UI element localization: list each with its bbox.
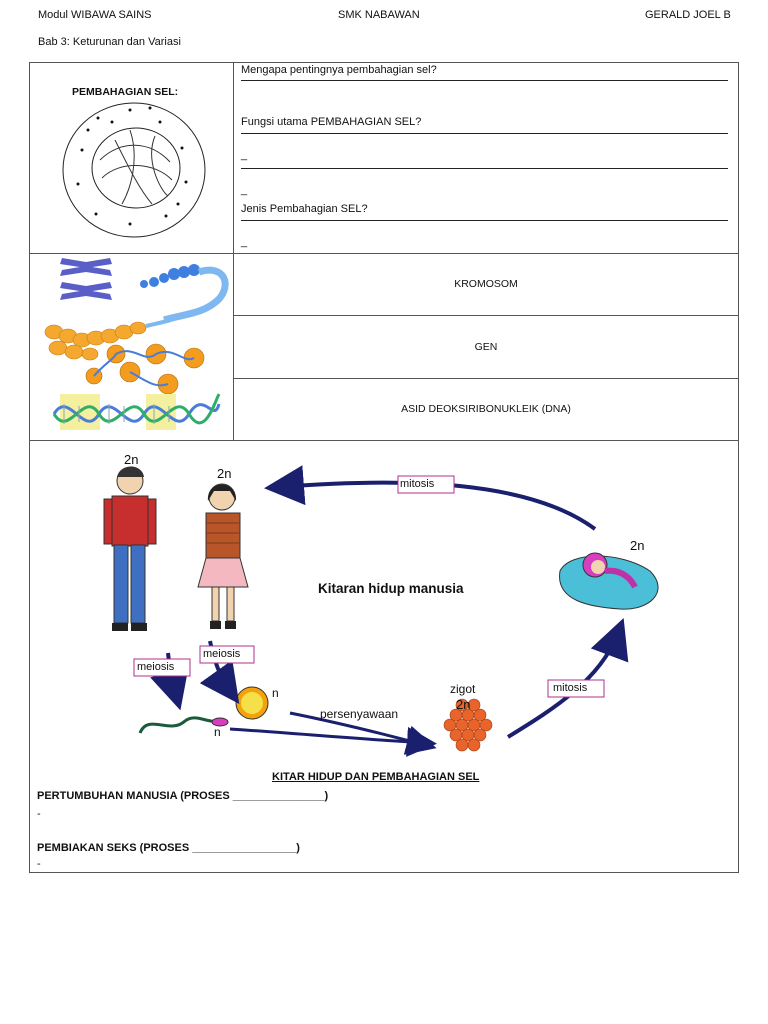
answer-line[interactable]: [241, 133, 728, 134]
zygote-label: zigot: [450, 682, 476, 696]
baby-figure: [560, 553, 659, 609]
question-types: Jenis Pembahagian SEL?: [241, 203, 368, 215]
life-cycle-diagram: [30, 441, 738, 771]
mitosis-label: mitosis: [400, 478, 435, 490]
growth-bullet: -: [37, 808, 41, 820]
chapter-title: Bab 3: Keturunan dan Variasi: [38, 36, 181, 48]
cell-illustration: [60, 100, 210, 240]
man-figure: [104, 467, 156, 632]
growth-question: PERTUMBUHAN MANUSIA (PROSES _______________): [37, 790, 329, 802]
fertilization-label: persenyawaan: [320, 707, 399, 721]
ploidy-label: 2n: [217, 466, 232, 481]
ploidy-label: n: [272, 686, 279, 700]
ploidy-label: 2n: [630, 538, 645, 553]
answer-dash: _: [241, 236, 248, 248]
module-name: Modul WIBAWA SAINS: [38, 9, 152, 21]
meiosis-label: meiosis: [203, 648, 241, 660]
reproduction-bullet: -: [37, 858, 41, 870]
mitosis-label: mitosis: [553, 682, 588, 694]
school-name: SMK NABAWAN: [338, 9, 420, 21]
question-function: Fungsi utama PEMBAHAGIAN SEL?: [241, 116, 422, 128]
ploidy-label: 2n: [124, 452, 139, 467]
term-dna: ASID DEOKSIRIBONUKLEIK (DNA): [401, 403, 571, 415]
answer-line[interactable]: [241, 168, 728, 169]
row-divider: [233, 315, 739, 316]
woman-figure: [198, 484, 248, 629]
reproduction-question: PEMBIAKAN SEKS (PROSES _________________): [37, 842, 300, 854]
ploidy-label: 2n: [456, 697, 471, 712]
term-chromosome: KROMOSOM: [454, 278, 518, 290]
diagram-title: Kitaran hidup manusia: [318, 581, 464, 596]
term-gene: GEN: [474, 341, 498, 353]
answer-line[interactable]: [241, 80, 728, 81]
cell-division-title: PEMBAHAGIAN SEL:: [72, 86, 179, 98]
answer-dash: _: [241, 149, 248, 161]
column-divider: [233, 62, 234, 440]
ploidy-label: n: [214, 725, 221, 739]
row-divider: [233, 378, 739, 379]
meiosis-label: meiosis: [137, 661, 175, 673]
answer-dash: _: [241, 184, 248, 196]
diagram-caption: KITAR HIDUP DAN PEMBAHAGIAN SEL: [272, 771, 480, 783]
chromosome-dna-illustration: [34, 254, 232, 440]
author-name: GERALD JOEL B: [645, 9, 731, 21]
answer-line[interactable]: [241, 220, 728, 221]
question-importance: Mengapa pentingnya pembahagian sel?: [241, 64, 437, 76]
